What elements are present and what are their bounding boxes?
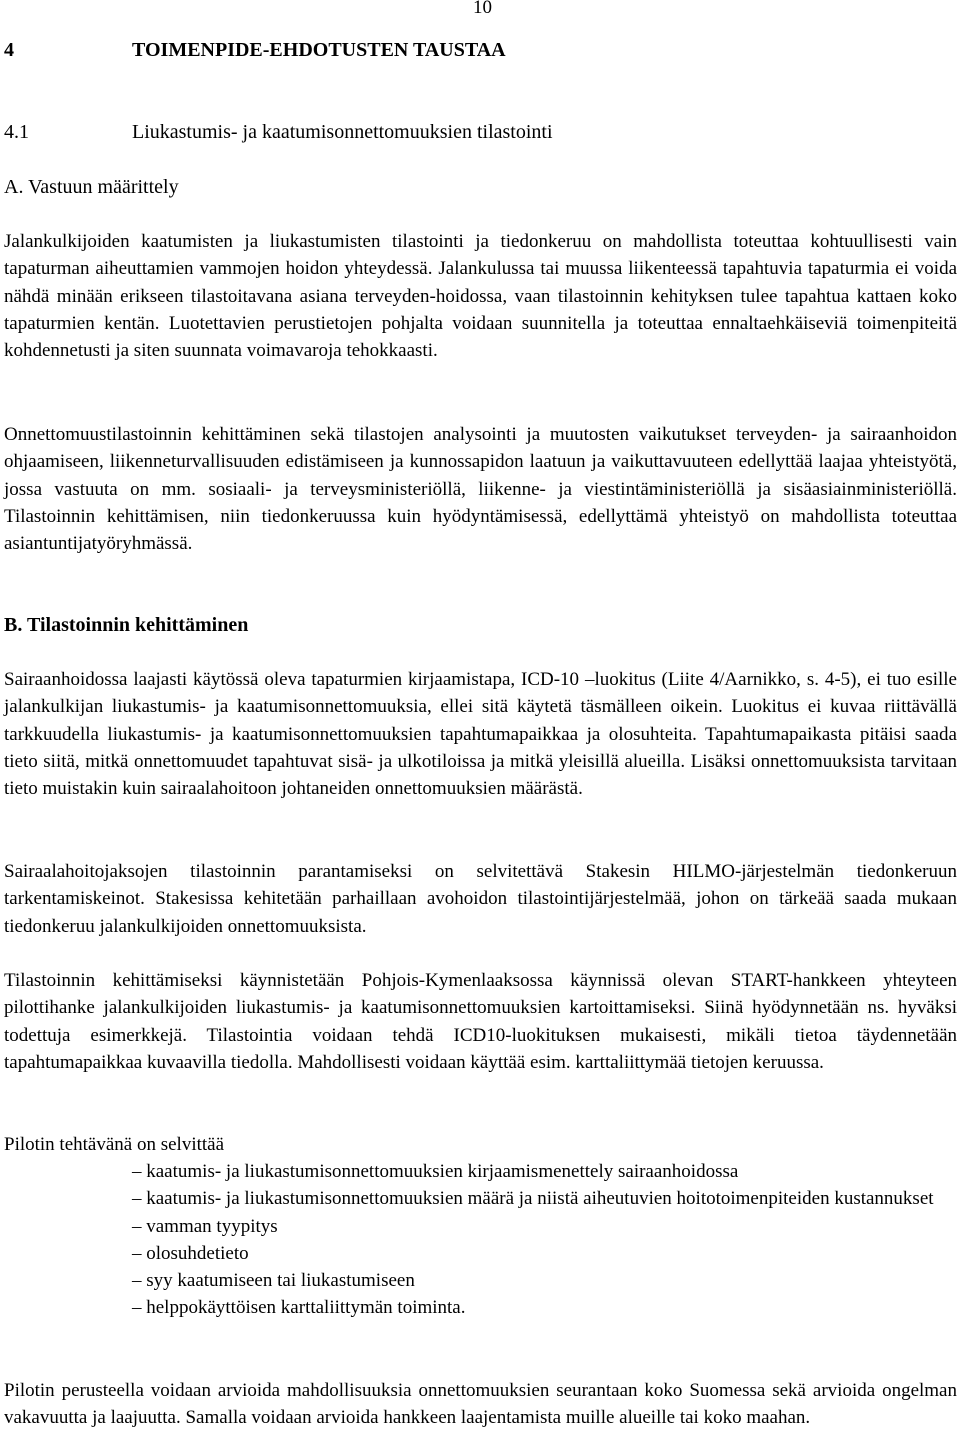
paragraph-b-2: Sairaalahoitojaksojen tilastoinnin parantamiseksi on selvitettävä Stakesin HILMO-järjestelmän tiedonkeruun tarkentamiskeinot. Stakesissa kehitetään parhaillaan avohoidon tilastointijärjestelmää, johon on tärkeää saada mukaan tiedonkeruu jalankulkijoiden onnettomuuksista. bbox=[4, 861, 957, 937]
list-item: – helppokäyttöisen karttaliittymän toiminta. bbox=[132, 1297, 466, 1319]
chapter-heading bbox=[4, 37, 506, 64]
chapter-title: TOIMENPIDE-EHDOTUSTEN TAUSTAA bbox=[132, 39, 506, 61]
subsection-b-title: B. Tilastoinnin kehittäminen bbox=[4, 614, 249, 636]
subsection-a-title: A. Vastuun määrittely bbox=[4, 176, 179, 198]
list-item: – vamman tyypitys bbox=[132, 1215, 278, 1237]
list-item: – syy kaatumiseen tai liukastumiseen bbox=[132, 1270, 415, 1292]
section-heading bbox=[4, 119, 553, 146]
paragraph-b-1: Sairaanhoidossa laajasti käytössä oleva tapaturmien kirjaamistapa, ICD-10 –luokitus (Liite 4/Aarnikko, s. 4-5), ei tuo esille jalankulkijan liukastumis- ja kaatumisonnettomuuksia, ellei sitä käytetä täsmälleen oikein. Luokitus ei kuvaa riittävällä tarkkuudella liukastumis- ja kaatumisonnettomuuksien tapahtumapaikkaa ja olosuhteita. Tapahtumapaikasta pitäisi saada tieto siitä, mitkä onnettomuudet tapahtuvat sisä- ja ulkotiloissa ja mitkä yleisillä alueilla. Lisäksi onnettomuuksista tarvitaan tieto muistakin kuin sairaalahoitoon johtaneiden onnettomuuksien määrästä. bbox=[4, 669, 957, 800]
paragraph-a-2: Onnettomuustilastoinnin kehittäminen sekä tilastojen analysointi ja muutosten vaikutukset terveyden- ja sairaanhoidon ohjaamiseen, liikenneturvallisuuden edistämiseen ja kunnossapidon laatuun ja vaikuttavuuteen edellyttää laajaa yhteistyötä, jossa vastuuta on mm. sosiaali- ja terveysministeriöllä, liikenne- ja viestintäministeriöllä ja sisäasiainministeriöllä. Tilastoinnin kehittämisen, niin tiedonkeruussa kuin hyödyntämisessä, edellyttämä yhteistyö on mahdollista toteuttaa asiantuntijatyöryhmässä. bbox=[4, 424, 957, 555]
task-list bbox=[132, 1158, 957, 1322]
list-item: – olosuhdetieto bbox=[132, 1242, 249, 1264]
list-intro: Pilotin tehtävänä on selvittää bbox=[4, 1134, 225, 1155]
list-item: – kaatumis- ja liukastumisonnettomuuksien määrä ja niistä aiheutuvien hoitotoimenpiteiden kustannukset bbox=[132, 1188, 934, 1210]
section-title: Liukastumis- ja kaatumisonnettomuuksien tilastointi bbox=[132, 121, 553, 143]
paragraph-b-3: Tilastoinnin kehittämiseksi käynnistetään Pohjois-Kymenlaaksossa käynnissä olevan START-hankkeen yhteyteen pilottihanke jalankulkijoiden liukastumis- ja kaatumisonnettomuuksien kartoittamiseksi. Siinä hyödynnetään ns. hyväksi todettuja esimerkkejä. Tilastointia voidaan tehdä ICD10-luokituksen mukaisesti, mikäli tietoa täydennetään tapahtumapaikkaa kuvaavilla tiedolla. Mahdollisesti voidaan käyttää esim. karttaliittymää tietojen keruussa. bbox=[4, 970, 957, 1073]
page-number: 10 bbox=[473, 0, 492, 18]
section-number: 4.1 bbox=[4, 121, 29, 143]
closing-paragraph: Pilotin perusteella voidaan arvioida mahdollisuuksia onnettomuuksien seurantaan koko Suomessa sekä arvioida ongelman vakavuutta ja laajuutta. Samalla voidaan arvioida hankkeen laajentamista muille alueille tai koko maahan. bbox=[4, 1380, 957, 1429]
paragraph-a-1: Jalankulkijoiden kaatumisten ja liukastumisten tilastointi ja tiedonkeruu on mahdollista toteuttaa kohtuullisesti vain tapaturman aiheuttamien vammojen hoidon yhteydessä. Jalankulussa tai muussa liikenteessä tapahtuvia tapaturmia ei voida nähdä minään erikseen tilastoitavana asiana terveyden-hoidossa, vaan tilastoinnin kehityksen tulee tapahtua kattaen koko tapaturmien kentän. Luotettavien perustietojen pohjalta voidaan suunnitella ja toteuttaa ennaltaehkäiseviä toimenpiteitä kohdennetusti ja siten suunnata voimavaroja tehokkaasti. bbox=[4, 231, 957, 362]
chapter-number: 4 bbox=[4, 39, 14, 61]
list-item: – kaatumis- ja liukastumisonnettomuuksien kirjaamismenettely sairaanhoidossa bbox=[132, 1161, 739, 1182]
